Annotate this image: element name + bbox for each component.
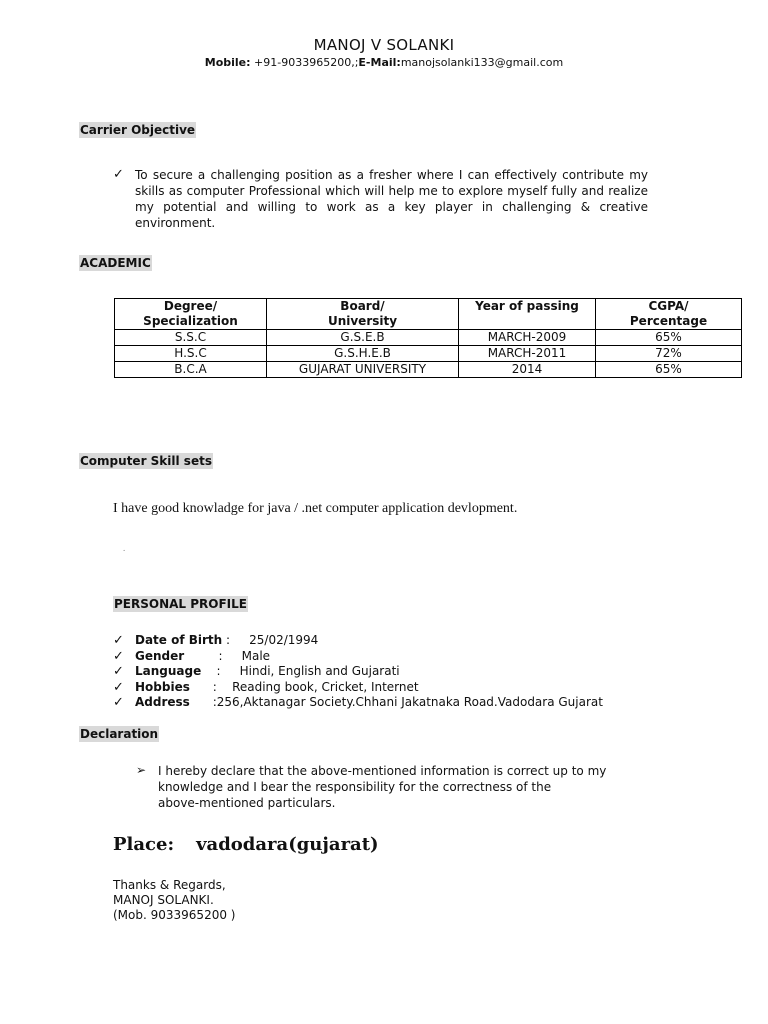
table-cell: B.C.A [115, 362, 267, 378]
declaration-text: I hereby declare that the above-mentioned information is correct up to my knowledge and I bear the responsibility for the correctness of the above-mentioned particulars. [158, 764, 607, 810]
stray-mark: . [123, 543, 126, 553]
column-header-degree: Degree/ Specialization [115, 299, 267, 330]
skills-text: I have good knowladge for java / .net computer application devlopment. [113, 501, 518, 516]
place-value: vadodara(gujarat) [196, 834, 379, 855]
profile-separator: : [201, 664, 240, 679]
profile-value: 25/02/1994 [249, 633, 319, 647]
academic-table-header [115, 299, 742, 330]
list-item [113, 664, 603, 680]
check-icon: ✓ [113, 633, 124, 648]
resume-name: MANOJ V SOLANKI [313, 36, 455, 54]
profile-separator: : [184, 648, 242, 663]
list-item [113, 649, 603, 665]
profile-value: Hindi, English and Gujarati [239, 664, 400, 679]
list-item [113, 633, 603, 649]
regards-mobile: (Mob. 9033965200 ) [113, 908, 236, 922]
place-line [113, 834, 379, 855]
table-cell: GUJARAT UNIVERSITY [267, 362, 459, 378]
profile-value: 256,Aktanagar Society.Chhani Jakatnaka Road.Vadodara Gujarat [216, 695, 603, 710]
email-label: E-Mail: [358, 56, 401, 69]
profile-label: Language [135, 664, 202, 679]
profile-separator: : [189, 679, 233, 694]
profile-label: Date of Birth [135, 633, 223, 647]
personal-list [113, 633, 603, 711]
profile-label: Gender [135, 648, 185, 663]
objective-heading: Carrier Objective [80, 123, 196, 137]
table-cell: 2014 [459, 362, 596, 378]
mobile-value: +91-9033965200,; [250, 56, 359, 69]
skills-heading: Computer Skill sets [80, 454, 212, 468]
column-header-board: Board/ University [267, 299, 459, 330]
table-cell: S.S.C [115, 330, 267, 346]
table-cell: G.S.E.B [267, 330, 459, 346]
mobile-label: Mobile: [204, 56, 251, 69]
arrow-bullet-icon: ➢ [136, 763, 147, 777]
personal-heading: PERSONAL PROFILE [114, 597, 247, 611]
profile-value: Male [241, 648, 271, 663]
table-cell: 72% [596, 346, 742, 362]
profile-separator: : [189, 695, 217, 710]
profile-label: Address [135, 695, 190, 710]
place-label: Place: [113, 834, 175, 855]
profile-label: Hobbies [135, 679, 190, 694]
check-icon: ✓ [113, 664, 124, 680]
table-cell: 65% [596, 362, 742, 378]
email-value: manojsolanki133@gmail.com [400, 56, 564, 69]
check-icon: ✓ [113, 648, 124, 664]
table-cell: G.S.H.E.B [267, 346, 459, 362]
list-item [113, 695, 603, 711]
declaration-bullet [136, 763, 636, 811]
table-cell: MARCH-2011 [459, 346, 596, 362]
table-row [115, 330, 742, 346]
column-header-year: Year of passing [459, 299, 596, 330]
regards-name: MANOJ SOLANKI. [113, 893, 214, 907]
profile-separator: : [222, 633, 250, 647]
table-cell: 65% [596, 330, 742, 346]
table-cell: MARCH-2009 [459, 330, 596, 346]
profile-value: Reading book, Cricket, Internet [232, 679, 419, 694]
academic-heading: ACADEMIC [80, 256, 151, 270]
check-icon: ✓ [113, 167, 124, 182]
declaration-heading: Declaration [80, 727, 159, 741]
table-row [115, 362, 742, 378]
table-row [115, 346, 742, 362]
academic-table [114, 298, 742, 378]
objective-bullet [113, 167, 648, 231]
contact-line [0, 56, 768, 69]
list-item [113, 680, 603, 696]
objective-text: To secure a challenging position as a fresher where I can effectively contribute my skills as computer Professional which will help me to explore myself fully and realize my potential and willing to work as a key player in challenging & creative environment. [135, 168, 648, 230]
table-cell: H.S.C [115, 346, 267, 362]
regards-block [113, 878, 235, 923]
regards-line: Thanks & Regards, [113, 878, 226, 892]
check-icon: ✓ [113, 679, 124, 695]
check-icon: ✓ [113, 695, 124, 711]
column-header-cgpa: CGPA/ Percentage [596, 299, 742, 330]
